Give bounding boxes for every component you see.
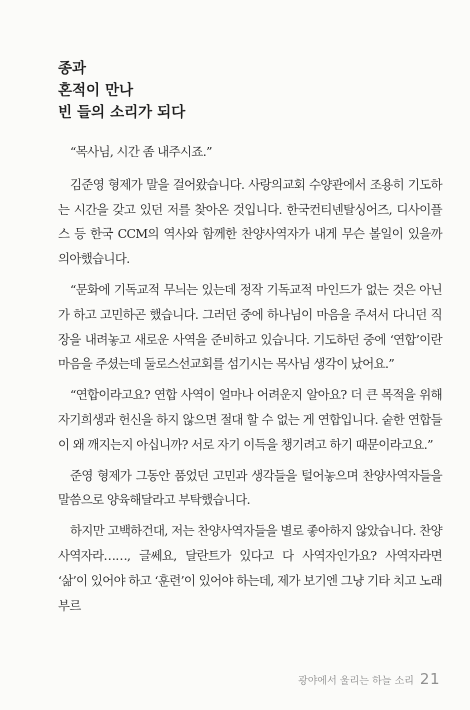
paragraph: “문화에 기독교적 무늬는 있는데 정작 기독교적 마인드가 없는 것은 아닌가 하고 고민하곤 했습니다. 그러던 중에 하나님이 마음을 주셔서 다니던 직장을 내려놓고 새로운 사역을 준비하고 있습니다. 기도하던 중에 ‘연합’이란 마음을 주셨는데 둘로스선교회를 섬기시는 목사님 생각이 났어요.”: [58, 281, 442, 372]
paragraph: “연합이라고요? 연합 사역이 얼마나 어려운지 알아요? 더 큰 목적을 위해 자기희생과 헌신을 하지 않으면 절대 할 수 없는 게 연합입니다. 숱한 연합들이 왜 깨지는지 아십니까? 서로 자기 이득을 챙기려고 하기 때문이라고요.”: [58, 387, 442, 452]
paragraph: 김준영 형제가 말을 걸어왔습니다. 사랑의교회 수양관에서 조용히 기도하는 시간을 갖고 있던 저를 찾아온 것입니다. 한국컨티넨탈싱어즈, 디사이플스 등 한국 CCM의 역사와 함께한 찬양사역자가 내게 무슨 볼일이 있을까 의아했습니다.: [58, 176, 442, 267]
heading-line-2: 혼적이 만나: [58, 83, 134, 99]
paragraph: “목사님, 시간 좀 내주시죠.”: [70, 144, 212, 159]
chapter-heading: [58, 58, 185, 124]
paragraph: 하지만 고백하건대, 저는 찬양사역자들을 별로 좋아하지 않았습니다. 찬양사역자라……, 글쎄요, 달란트가 있다고 다 사역자인가요? 사역자라면 ‘삶’이 있어야 하고 ‘훈련’이 있어야 하는데, 제가 보기엔 그냥 기타 치고 노래 부르: [58, 523, 442, 613]
page-number: 21: [419, 670, 440, 688]
body-text: [58, 140, 442, 624]
heading-line-1: 종과: [58, 61, 87, 77]
page-footer: [298, 670, 440, 688]
paragraph: 준영 형제가 그동안 품었던 고민과 생각들을 털어놓으며 찬양사역자들을 말씀으로 양육해달라고 부탁했습니다.: [58, 467, 442, 508]
running-title: 광야에서 울리는 하늘 소리: [298, 676, 414, 687]
heading-line-3: 빈 들의 소리가 되다: [58, 105, 186, 121]
